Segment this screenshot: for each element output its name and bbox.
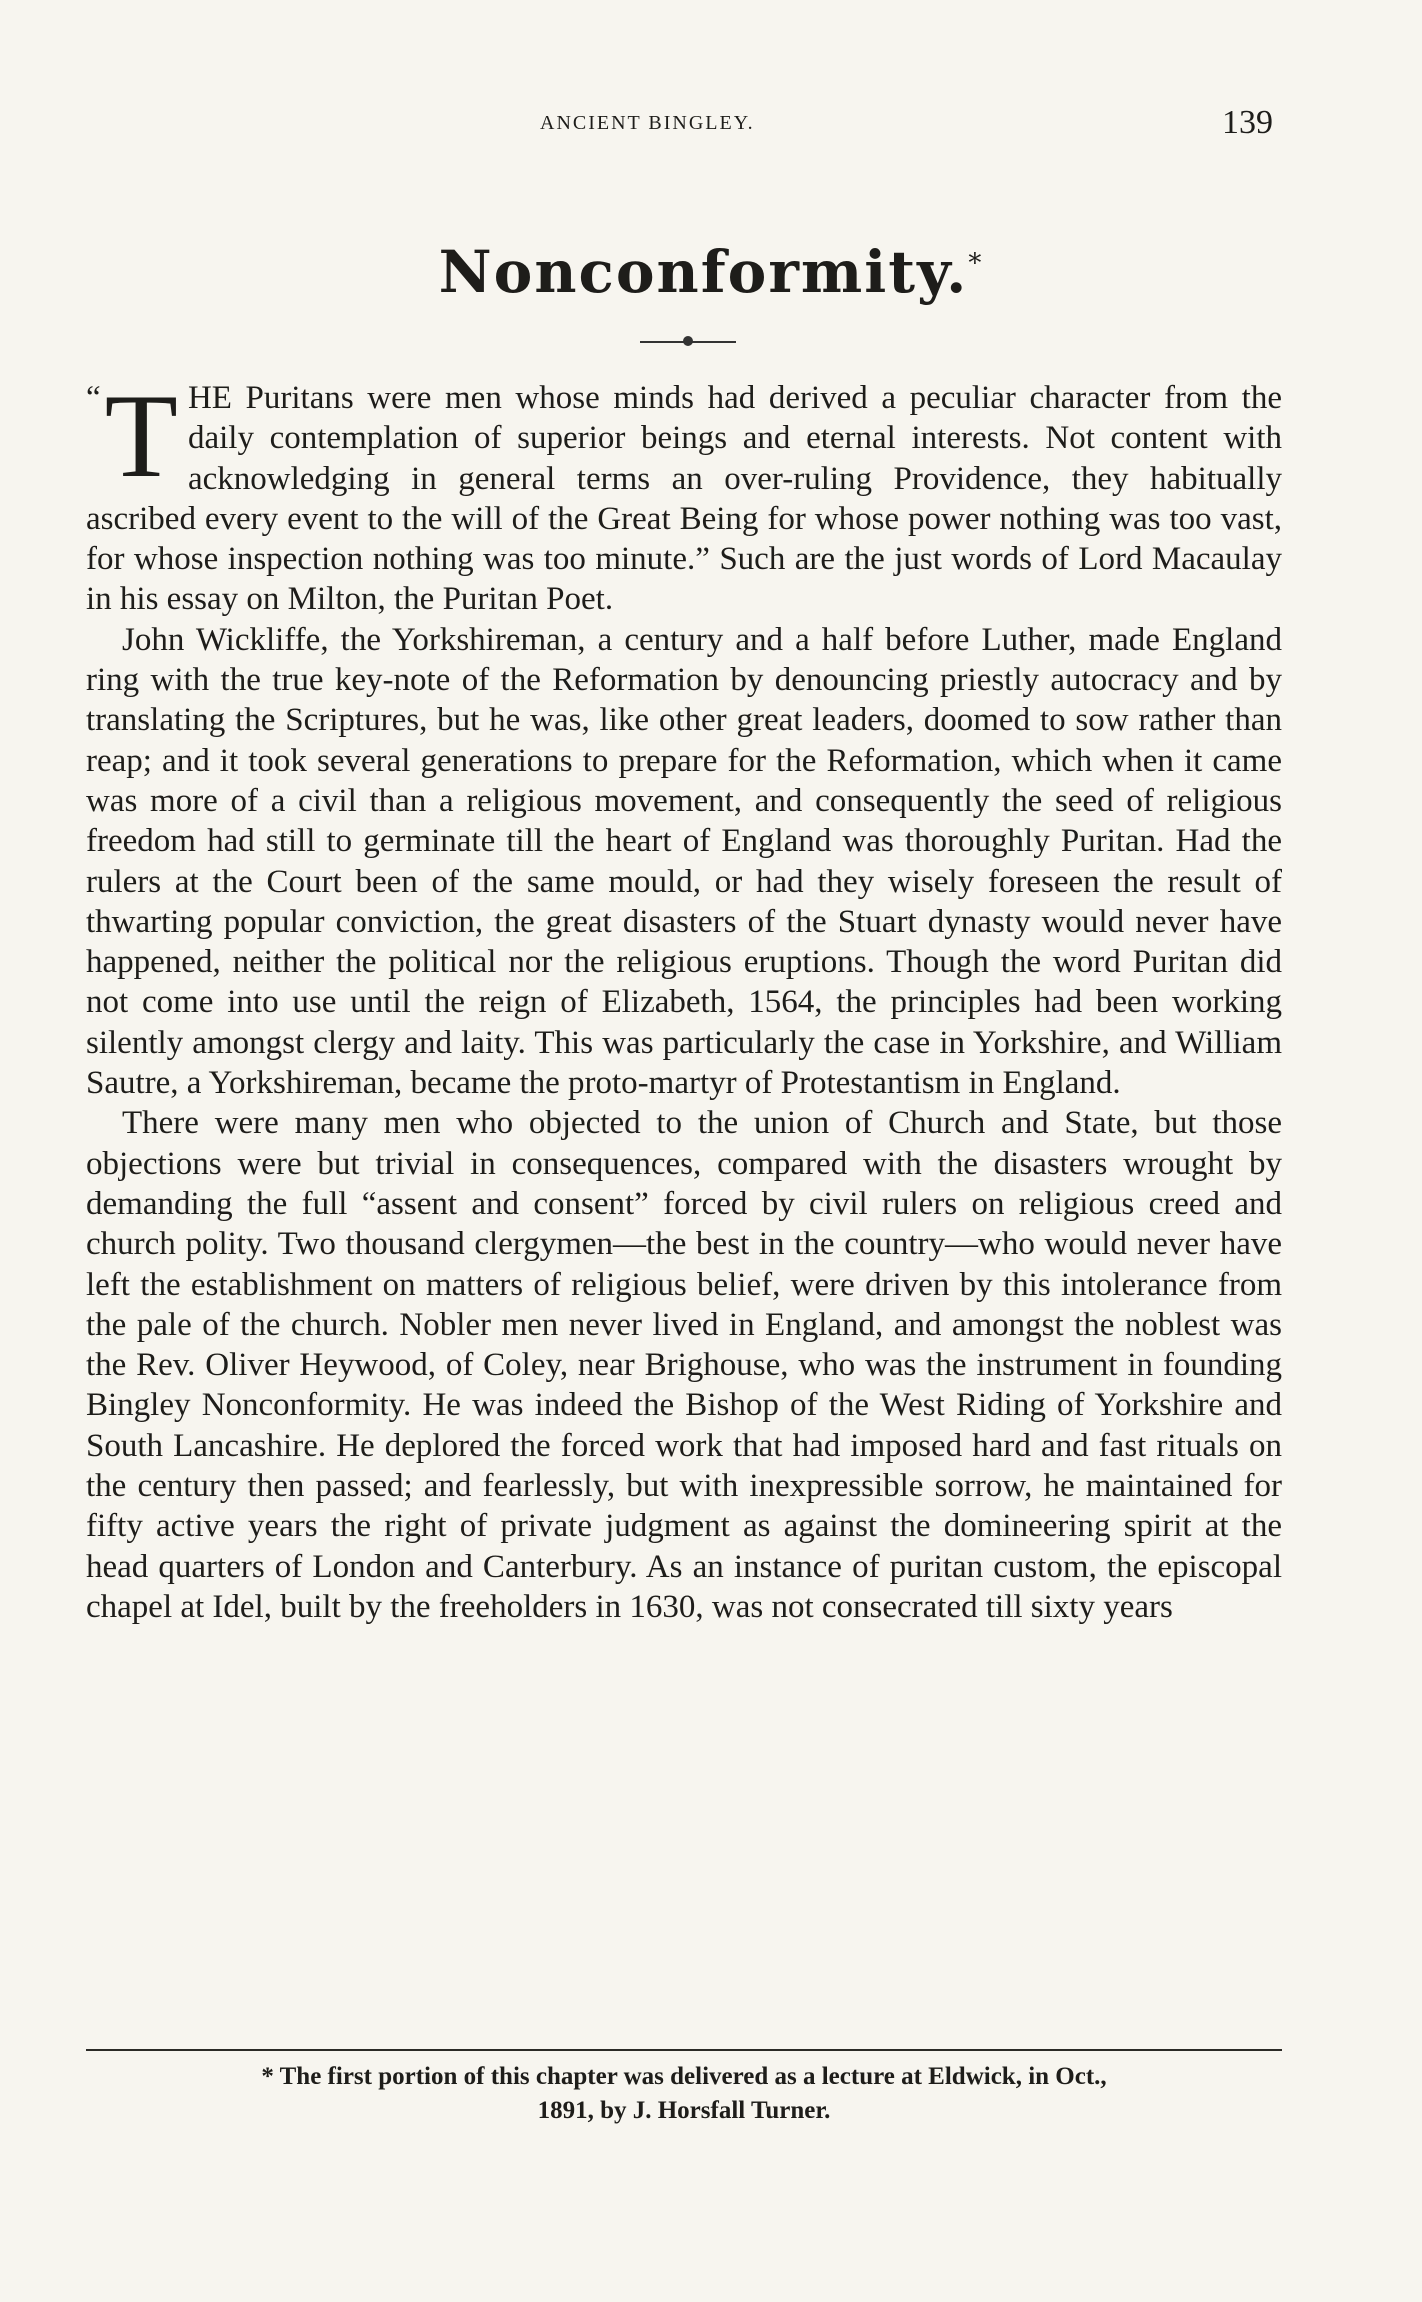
footnote — [86, 2060, 1282, 2128]
paragraph-1-text: HE Puritans were men whose minds had derived a peculiar character from the daily contemplation of superior beings and eternal interests. Not content with acknowledging in general terms an over-ruling Providence, they habitually ascribed every event to the will of the Great Being for whose power nothing was too vast, for whose inspection nothing was too minute.” Such are the just words of Lord Macaulay in his essay on Milton, the Puritan Poet. — [86, 380, 1282, 618]
ornament-divider — [640, 332, 736, 352]
ornament-dot — [683, 336, 693, 346]
footnote-line-2: 1891, by J. Horsfall Turner. — [537, 2097, 831, 2124]
chapter-title-text: Nonconformity. — [438, 238, 969, 306]
footnote-rule — [86, 2049, 1282, 2051]
paragraph-2: John Wickliffe, the Yorkshireman, a century and a half before Luther, made England ring with the true key-note of the Reformation by denouncing priestly autocracy and by translating the Scriptures, but he was, like other great leaders, doomed to sow rather than reap; and it took several generations to prepare for the Reformation, which when it came was more of a civil than a religious movement, and consequently the seed of religious freedom had still to germinate till the heart of England was thoroughly Puritan. Had the rulers at the Court been of the same mould, or had they wisely foreseen the result of thwarting popular conviction, the great disasters of the Stuart dynasty would never have happened, neither the political nor the religious eruptions. Though the word Puritan did not come into use until the reign of Elizabeth, 1564, the principles had been working silently amongst clergy and laity. This was particularly the case in Yorkshire, and William Sautre, a Yorkshireman, became the proto-martyr of Protestantism in England. — [86, 621, 1282, 1102]
title-footnote-mark: * — [968, 248, 984, 279]
footnote-line-1: * The first portion of this chapter was delivered as a lecture at Eldwick, in Oct., — [261, 2063, 1107, 2090]
running-head: ANCIENT BINGLEY. — [540, 112, 755, 134]
paragraph-1 — [86, 369, 1282, 620]
opening-quote: “ — [86, 380, 101, 416]
chapter-title — [0, 238, 1422, 306]
paragraph-3: There were many men who objected to the union of Church and State, but those objections were but trivial in consequences, compared with the disasters wrought by demanding the full “assent and consent” forced by civil rulers on religious creed and church polity. Two thousand clergymen—the best in the country—who would never have left the establishment on matters of religious belief, were driven by this intolerance from the pale of the church. Nobler men never lived in England, and amongst the noblest was the Rev. Oliver Heywood, of Coley, near Brighouse, who was the instrument in founding Bingley Nonconformity. He was indeed the Bishop of the West Riding of Yorkshire and South Lancashire. He deplored the forced work that had imposed hard and fast rituals on the century then passed; and fearlessly, but with inexpressible sorrow, he maintained for fifty active years the right of private judgment as against the domineering spirit at the head quarters of London and Canterbury. As an instance of puritan custom, the episcopal chapel at Idel, built by the freeholders in 1630, was not consecrated till sixty years — [86, 1105, 1282, 1625]
page-number: 139 — [1222, 104, 1273, 141]
drop-cap: T — [104, 369, 178, 502]
body-text — [86, 369, 1282, 1627]
